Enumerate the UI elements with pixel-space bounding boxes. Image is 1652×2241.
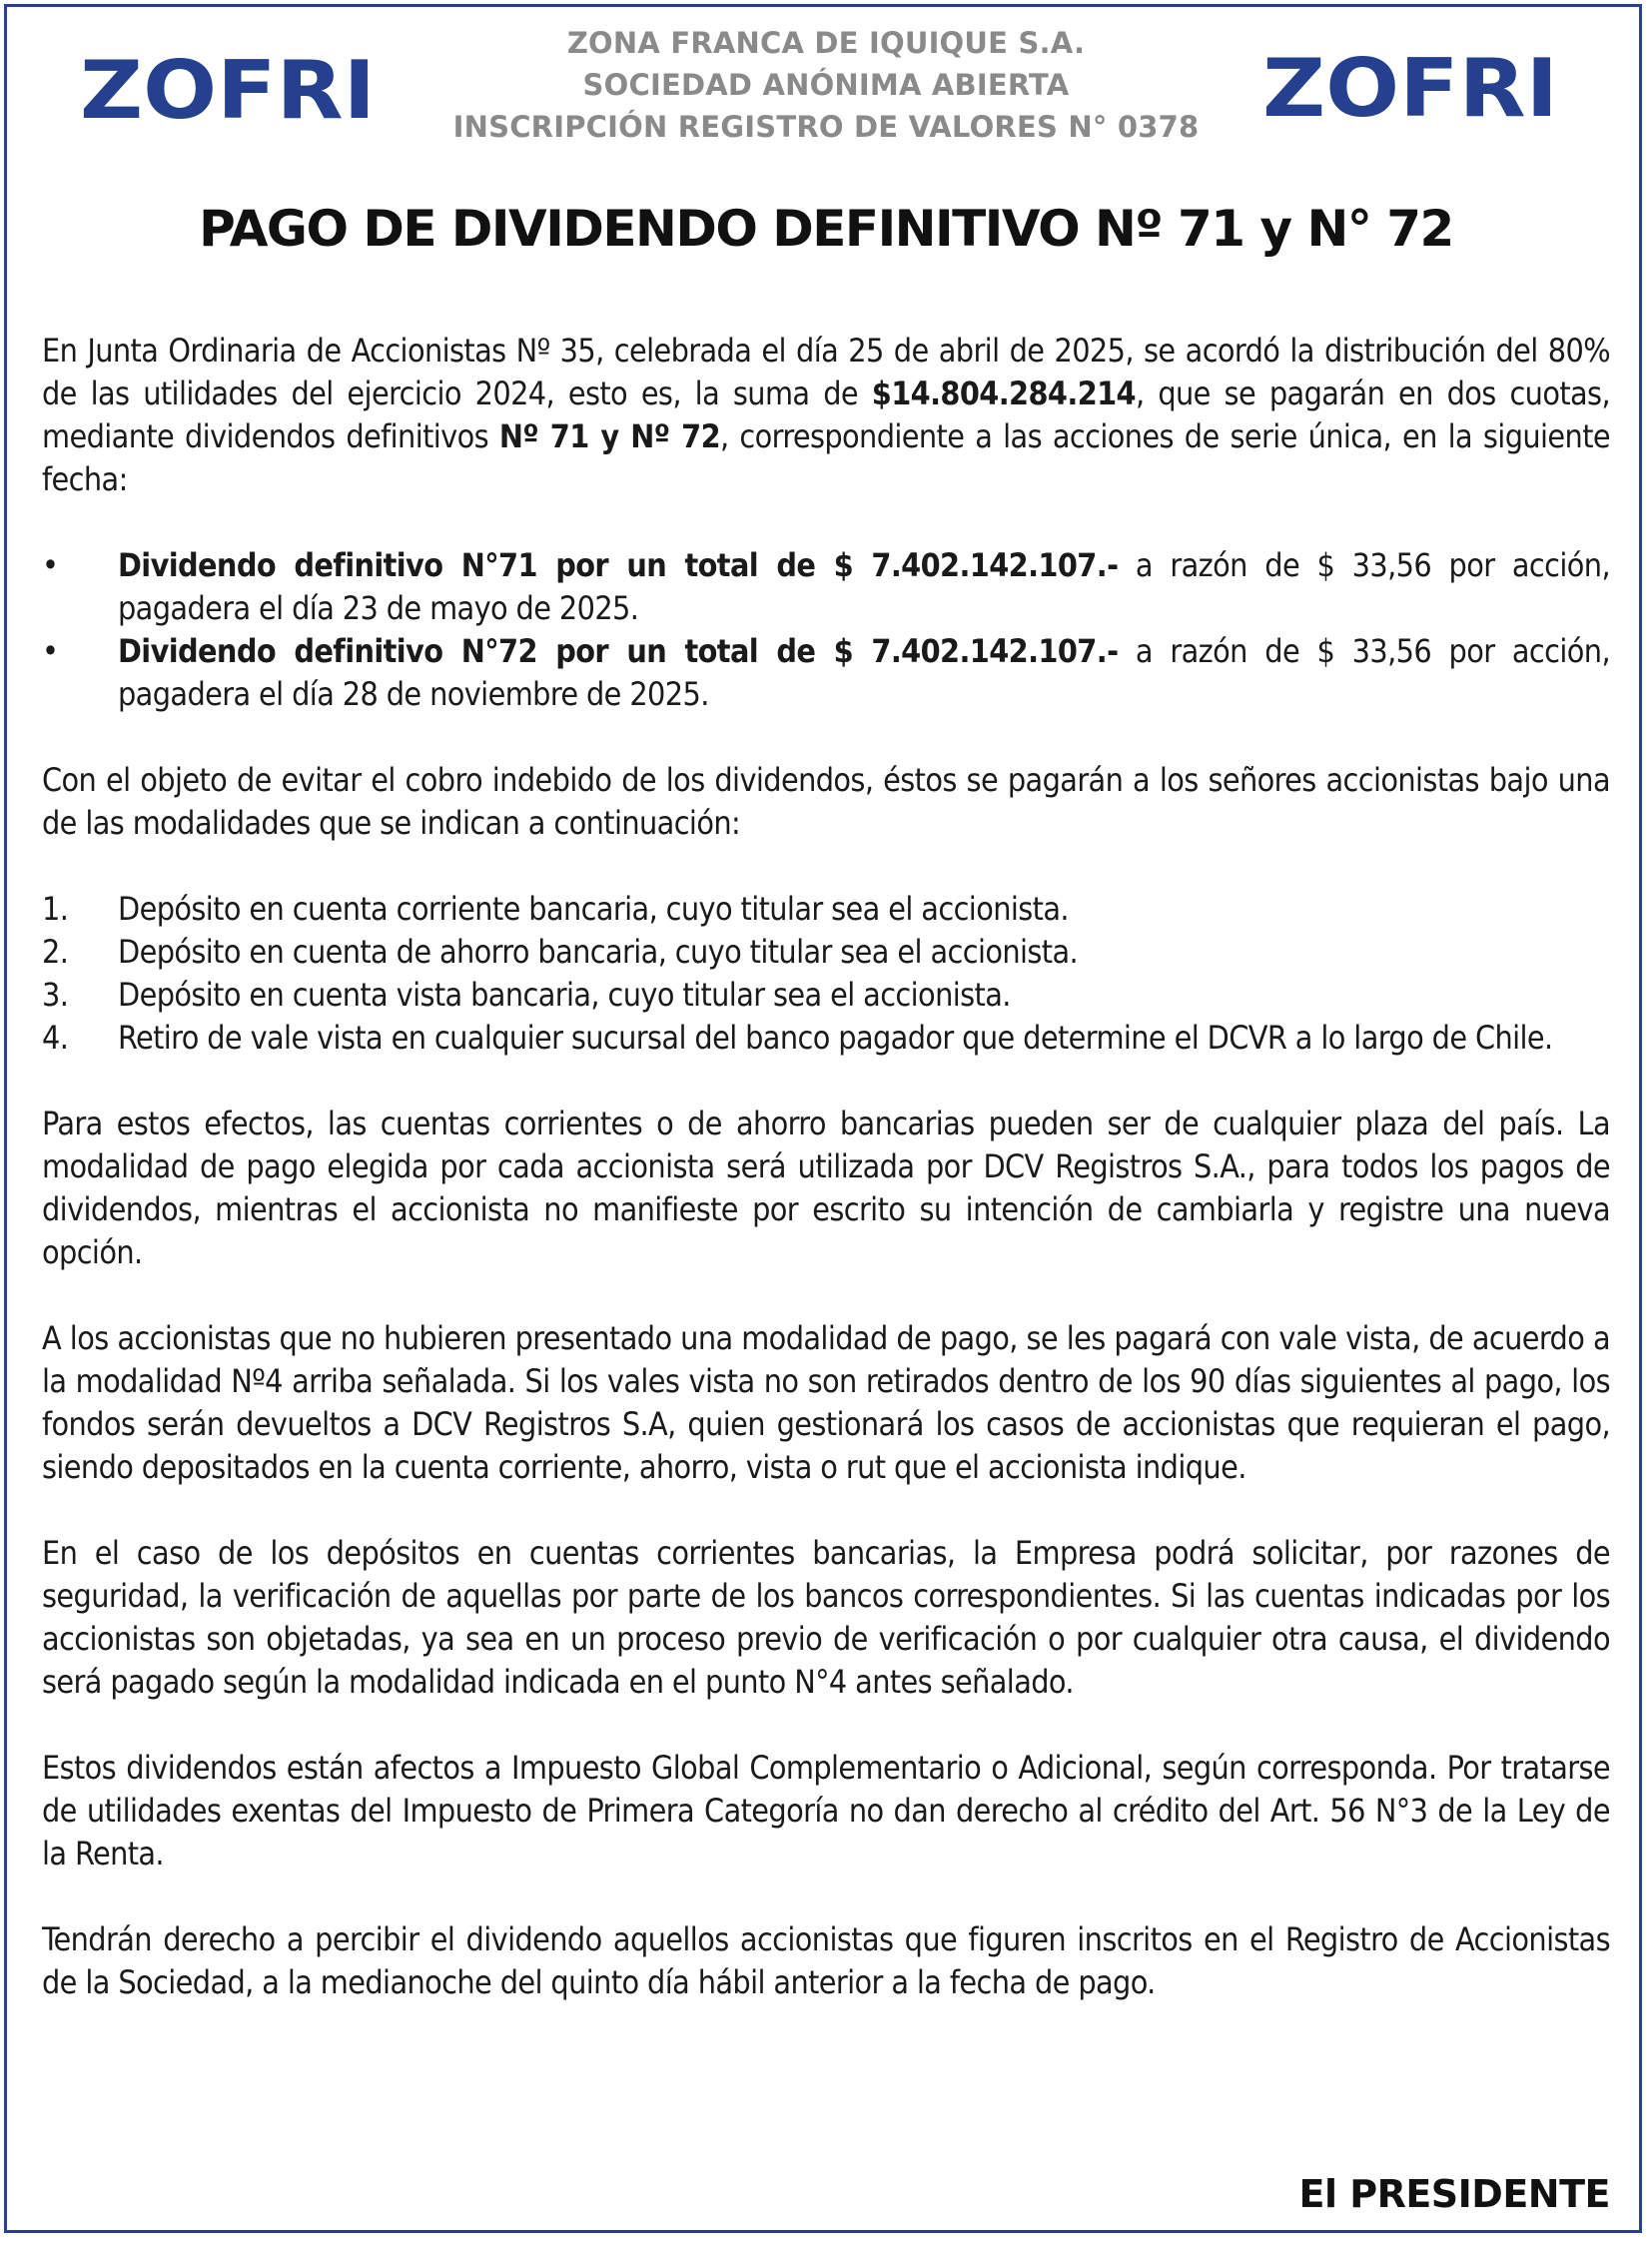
dividend-detail: a razón de $ 33,56 por acción, pagadera el día 28 de noviembre de 2025. xyxy=(118,632,1610,713)
modality-item xyxy=(42,888,1610,931)
dividend-numbers: Nº 71 y Nº 72 xyxy=(498,417,721,455)
accounts-paragraph: Para estos efectos, las cuentas corrientes o de ahorro bancarias pueden ser de cualquier plaza del país. La modalidad de pago elegida por cada accionista será utilizada por DCV Registros S.A., para todos los pagos de dividendos, mientras el accionista no manifieste por escrito su intención de cambiarla y registre una nueva opción. xyxy=(42,1105,1610,1271)
dividend-detail: a razón de $ 33,56 por acción, pagadera el día 23 de mayo de 2025. xyxy=(118,546,1610,627)
modalities-intro: Con el objeto de evitar el cobro indebido de los dividendos, éstos se pagarán a los señores accionistas bajo una de las modalidades que se indican a continuación: xyxy=(42,761,1610,842)
signature: El PRESIDENTE xyxy=(1298,2172,1610,2216)
bullet-mark: • xyxy=(42,546,59,584)
logo-text-left: ZOFRI xyxy=(80,50,376,130)
notice-body xyxy=(42,330,1610,2004)
modality-text: Depósito en cuenta de ahorro bancaria, cuyo titular sea el accionista. xyxy=(118,933,1079,971)
dividend-item xyxy=(42,630,1610,716)
tax-paragraph: Estos dividendos están afectos a Impuesto Global Complementario o Adicional, según corresponda. Por tratarse de utilidades exentas del Impuesto de Primera Categoría no dan derecho al crédito del Art. 56 N°3 de la Ley de la Renta. xyxy=(42,1749,1610,1872)
intro-text-1: En Junta Ordinaria de Accionistas Nº 35, celebrada el día 25 de abril de 2025, se acordó la distribución del 80% de las utilidades del ejercicio 2024, esto es, la suma de xyxy=(42,332,1610,412)
dividend-title: Dividendo definitivo N°71 por un total de $ 7.402.142.107.- xyxy=(118,546,1119,584)
intro-text-2: , que se pagarán en dos cuotas, mediante dividendos definitivos xyxy=(42,374,1610,455)
intro-text-3: , correspondiente a las acciones de serie única, en la siguiente fecha: xyxy=(42,417,1610,498)
modality-item xyxy=(42,931,1610,974)
zofri-logo-right xyxy=(1260,48,1560,128)
verification-paragraph: En el caso de los depósitos en cuentas corrientes bancarias, la Empresa podrá solicitar, por razones de seguridad, la verificación de aquellas por parte de los bancos correspondientes. Si las cuentas indicadas por los accionistas son objetadas, ya sea en un proceso previo de verificación o por cualquier otra causa, el dividendo será pagado según la modalidad indicada en el punto N°4 antes señalado. xyxy=(42,1534,1610,1701)
dividend-item xyxy=(42,544,1610,630)
page-title: PAGO DE DIVIDENDO DEFINITIVO Nº 71 y N° 72 xyxy=(199,200,1453,258)
company-name: ZONA FRANCA DE IQUIQUE S.A. xyxy=(566,26,1086,60)
dividend-list xyxy=(42,544,1610,716)
modality-text: Retiro de vale vista en cualquier sucursal del banco pagador que determine el DCVR a lo largo de Chile. xyxy=(118,1019,1553,1057)
list-number: 1. xyxy=(42,890,69,928)
modalities-list xyxy=(42,888,1610,1060)
registry-number: INSCRIPCIÓN REGISTRO DE VALORES N° 0378 xyxy=(452,110,1200,144)
bullet-mark: • xyxy=(42,632,59,670)
eligibility-paragraph: Tendrán derecho a percibir el dividendo aquellos accionistas que figuren inscritos en el Registro de Accionistas de la Sociedad, a la medianoche del quinto día hábil anterior a la fecha de pago. xyxy=(42,1920,1610,2001)
total-amount: $14.804.284.214 xyxy=(871,374,1136,412)
list-number: 4. xyxy=(42,1019,69,1057)
intro-paragraph xyxy=(42,330,1610,501)
list-number: 3. xyxy=(42,976,69,1014)
logo-text-right: ZOFRI xyxy=(1262,48,1558,128)
dividend-title: Dividendo definitivo N°72 por un total de $ 7.402.142.107.- xyxy=(118,632,1119,670)
zofri-logo-left xyxy=(78,50,378,130)
modality-text: Depósito en cuenta corriente bancaria, cuyo titular sea el accionista. xyxy=(118,890,1069,928)
company-header xyxy=(400,22,1252,148)
modality-item xyxy=(42,1017,1610,1060)
vale-vista-paragraph: A los accionistas que no hubieren presentado una modalidad de pago, se les pagará con vale vista, de acuerdo a la modalidad Nº4 arriba señalada. Si los vales vista no son retirados dentro de los 90 días siguientes al pago, los fondos serán devueltos a DCV Registros S.A, quien gestionará los casos de accionistas que requieran el pago, siendo depositados en la cuenta corriente, ahorro, vista o rut que el accionista indique. xyxy=(42,1319,1610,1486)
list-number: 2. xyxy=(42,933,69,971)
company-type: SOCIEDAD ANÓNIMA ABIERTA xyxy=(582,68,1070,102)
modality-text: Depósito en cuenta vista bancaria, cuyo titular sea el accionista. xyxy=(118,976,1011,1014)
modality-item xyxy=(42,974,1610,1017)
